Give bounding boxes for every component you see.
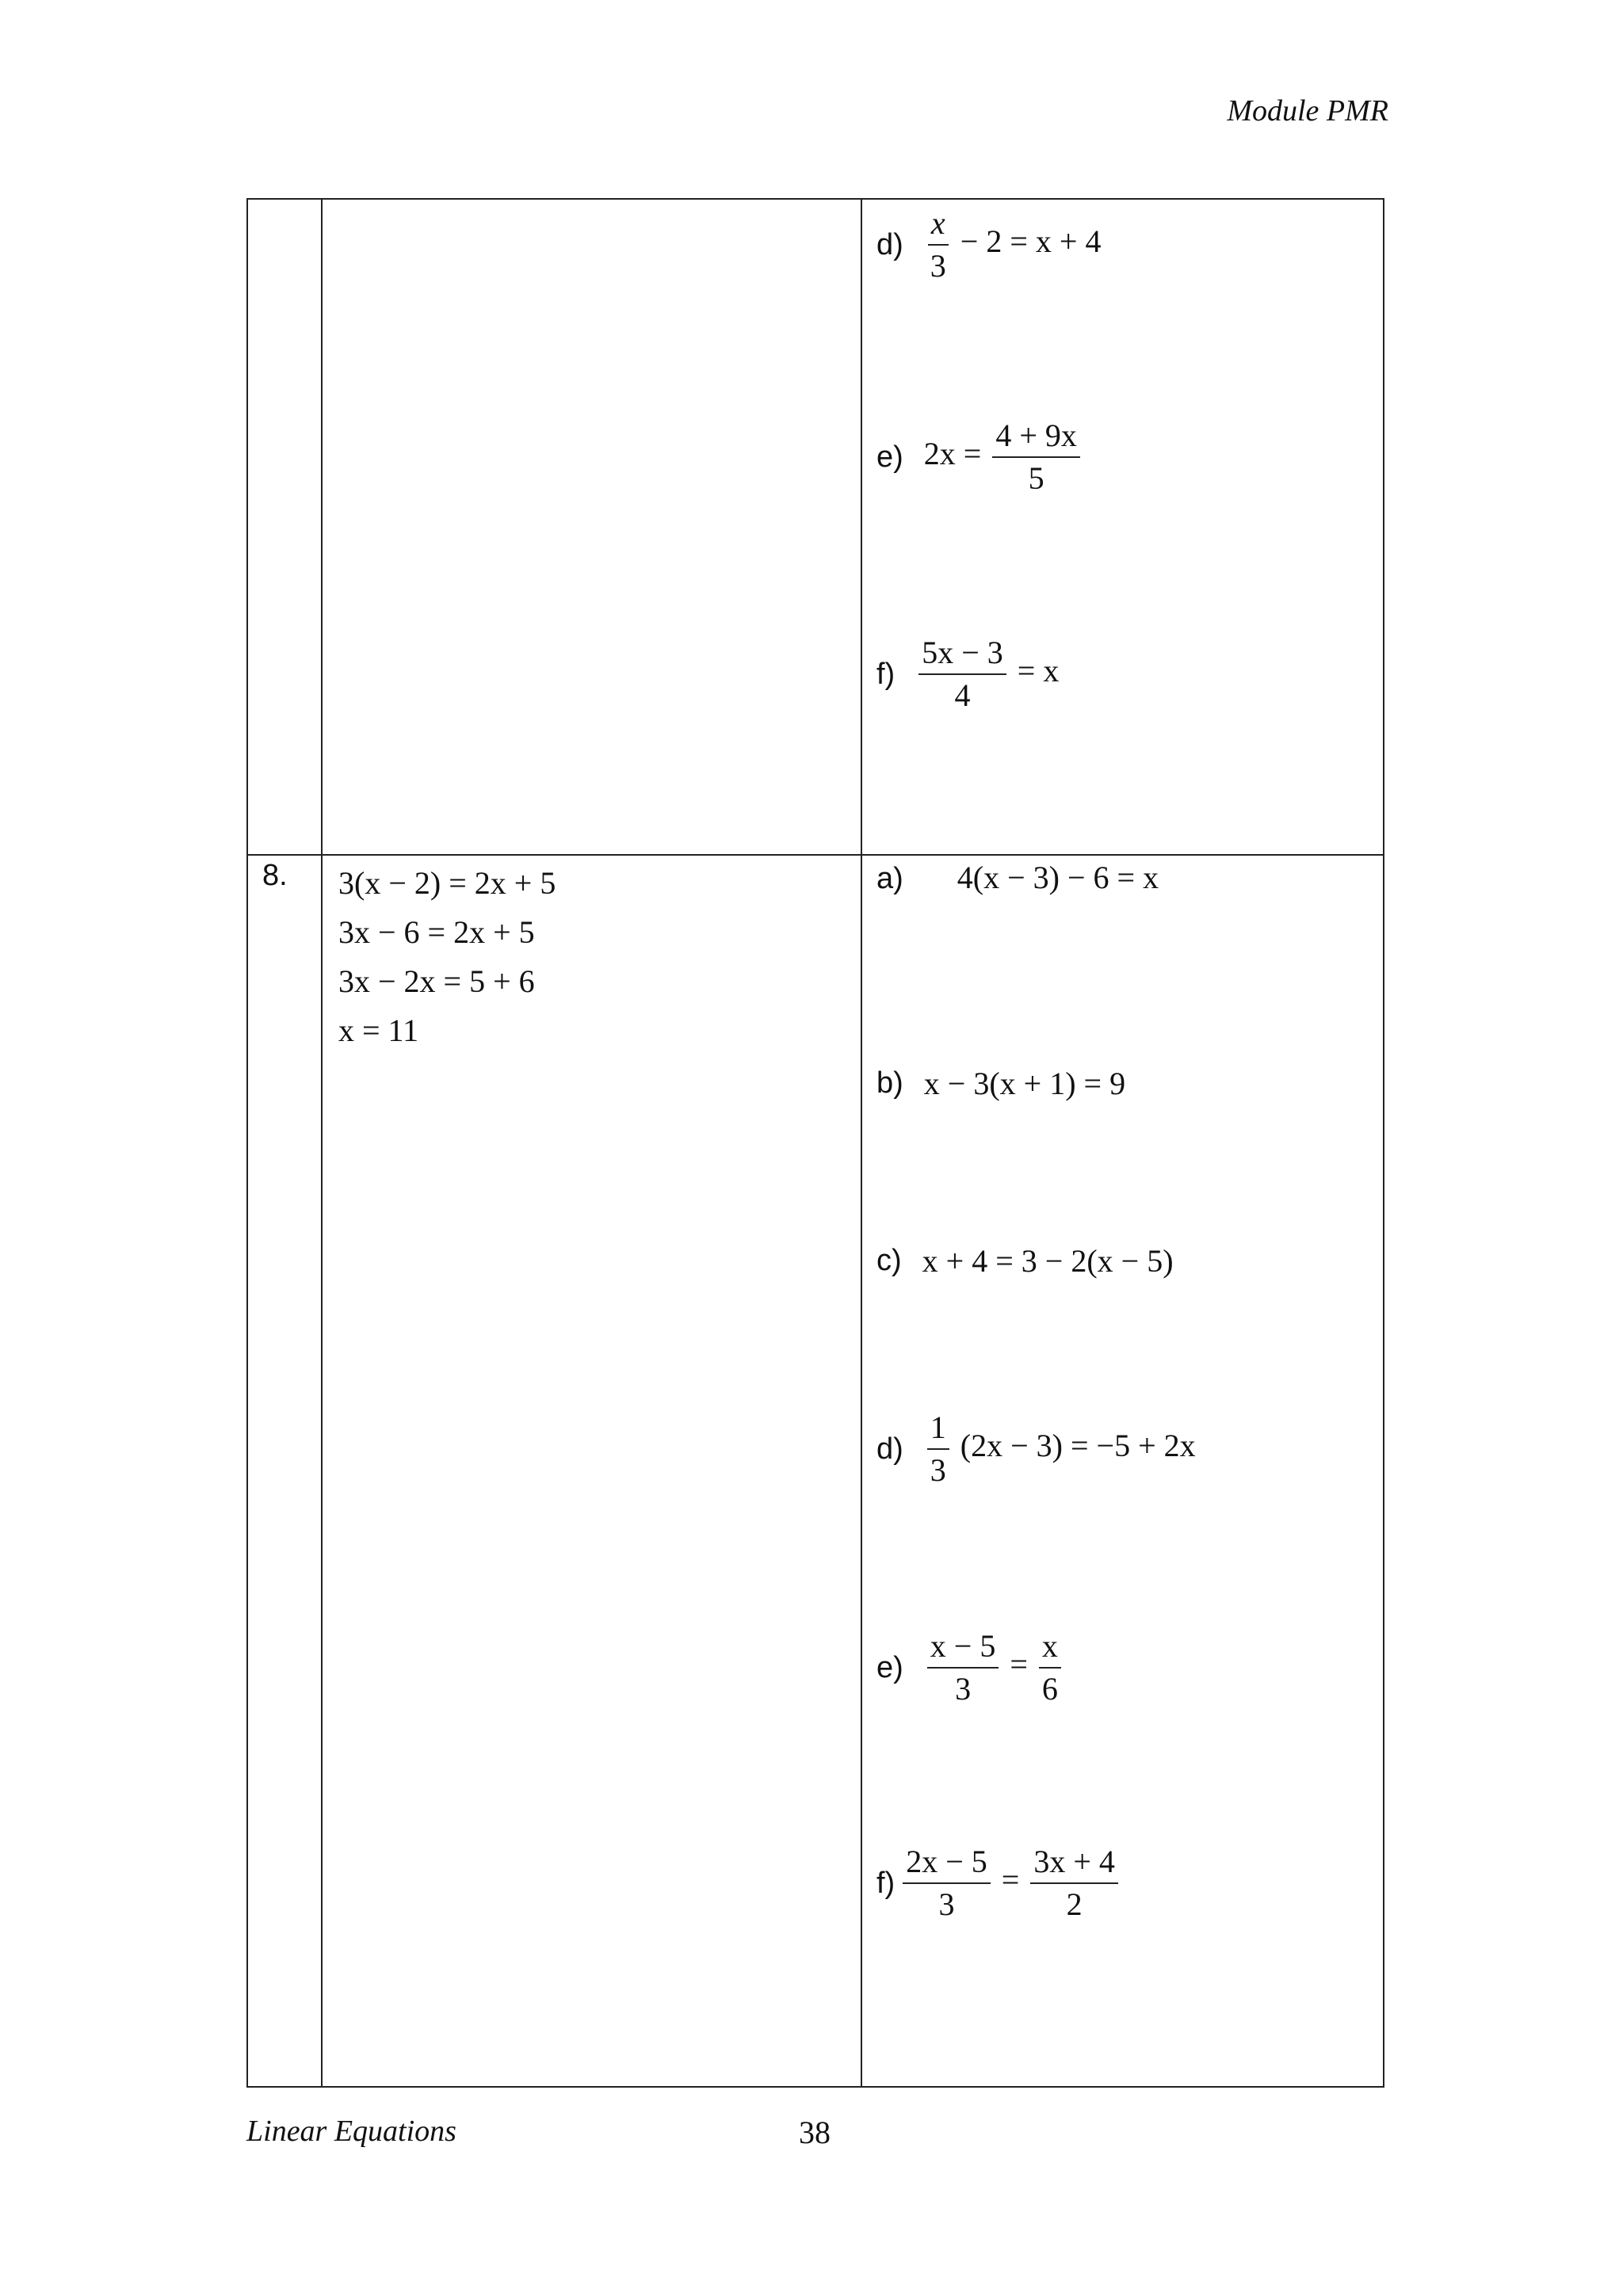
equation: 4(x − 3) − 6 = x [957,860,1159,895]
fraction: $\frac{1}{3}$ [927,1412,949,1486]
equation: x − 3(x + 1) = 9 [923,1066,1126,1101]
question-number: 8. [262,859,288,892]
equals-sign: = [1001,1862,1020,1898]
equation-rest: − 2 = x + 4 [960,223,1102,260]
item-label: e) [876,1650,903,1684]
fraction: $\frac{x - 5}{3}$ [927,1630,999,1705]
question-7f [876,637,1059,711]
item-label: d) [876,1432,903,1466]
fraction: $\frac{2x - 5}{3}$ [903,1846,991,1920]
equation-rest: (2x − 3) = −5 + 2x [960,1428,1196,1464]
worked-example [338,859,556,1055]
row-divider [248,854,1383,856]
worked-step: x = 11 [338,1013,419,1048]
item-label: d) [876,227,903,261]
question-7d [876,205,1102,284]
fraction: $\frac{3x + 4}{2}$ [1030,1846,1118,1920]
exercise-table [246,198,1384,2088]
question-8f [876,1846,1121,1920]
question-7e [876,420,1083,494]
question-8b [876,1065,1125,1102]
page-number: 38 [799,2115,831,2150]
fraction: $\frac{x}{3}$ [927,208,949,282]
equation-lead: 2x = [923,436,982,472]
column-divider [321,200,323,2086]
column-divider [861,200,862,2086]
equation-rest: = x [1017,653,1060,689]
equation: x + 4 = 3 − 2(x − 5) [922,1243,1174,1279]
module-header: Module PMR [1227,94,1388,128]
worked-step: 3x − 6 = 2x + 5 [338,914,535,950]
question-8c [876,1242,1174,1280]
item-label: f) [876,1866,896,1900]
footer-title: Linear Equations [246,2115,456,2148]
worked-step: 3(x − 2) = 2x + 5 [338,865,556,901]
fraction: $\frac{4 + 9x}{5}$ [992,420,1080,494]
question-8d [876,1409,1196,1488]
worked-step: 3x − 2x = 5 + 6 [338,963,535,999]
question-8a [876,859,1159,896]
item-label: e) [876,440,903,474]
item-label: b) [876,1066,903,1100]
question-8e [876,1630,1064,1705]
item-label: a) [876,862,903,895]
item-label: f) [876,657,896,691]
equals-sign: = [1010,1646,1028,1683]
fraction: $\frac{x}{6}$ [1039,1630,1061,1705]
item-label: c) [876,1244,902,1277]
fraction: $\frac{5x - 3}{4}$ [918,637,1006,711]
